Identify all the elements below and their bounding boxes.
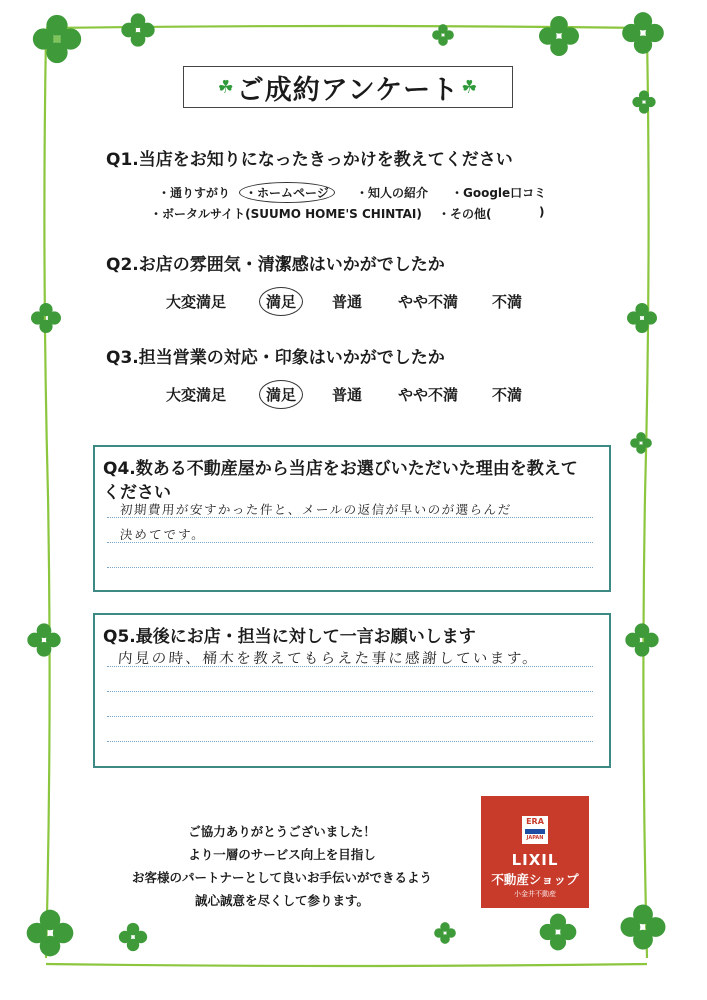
clover-icon	[616, 900, 670, 954]
q1-option[interactable]: ・通りすがり	[158, 186, 231, 200]
answer-line	[107, 567, 593, 568]
q1-option[interactable]: ・知人の紹介	[356, 186, 429, 200]
q1-options-row2	[0, 205, 707, 221]
era-text: ERA	[526, 817, 544, 826]
clover-icon	[118, 10, 158, 50]
thanks-line: 誠心誠意を尽くして参ります。	[194, 893, 369, 908]
q4-question-line1: Q4.数ある不動産屋から当店をお選びいただいた理由を教えて	[103, 459, 578, 479]
answer-line	[107, 691, 593, 692]
q3-choices	[0, 384, 707, 404]
clover-icon	[536, 910, 580, 954]
page-title-text: ご成約アンケート	[236, 74, 460, 106]
thanks-message	[112, 820, 452, 912]
q2-choice[interactable]: やや不満	[398, 293, 459, 311]
clover-icon	[630, 88, 658, 116]
q4-answer-line1[interactable]: 初期費用が安すかった件と、メールの返信が早いのが選らんだ	[119, 502, 513, 517]
clover-icon	[628, 430, 654, 456]
clover-icon	[116, 920, 150, 954]
q2-choice-selected[interactable]: 満足	[259, 287, 303, 316]
q1-option[interactable]: ・ボータルサイト(SUUMO HOME'S CHINTAI)	[150, 207, 422, 221]
q4-answer-line2[interactable]: 決めてです。	[119, 527, 207, 542]
q1-option-close: )	[539, 205, 545, 219]
q3-choice[interactable]: 大変満足	[166, 386, 227, 404]
q1-option[interactable]: ・Google口コミ	[451, 186, 547, 200]
logo-branch: 小金井不動産	[514, 890, 556, 898]
q3-question: Q3.担当営業の対応・印象はいかがでしたか	[106, 348, 445, 368]
q1-option-selected[interactable]: ・ホームページ	[239, 182, 335, 203]
thanks-line: より一層のサービス向上を目指し	[188, 847, 376, 862]
answer-line	[107, 741, 593, 742]
q4-question-line2: ください	[103, 483, 171, 503]
era-logo-icon	[522, 816, 548, 844]
q1-option[interactable]: ・その他(	[438, 207, 492, 221]
q5-answer-line1[interactable]: 内見の時、桶木を教えてもらえた事に感謝しています。	[117, 651, 540, 667]
clover-icon	[22, 905, 78, 961]
clover-icon	[622, 620, 662, 660]
logo-shop: 不動産ショップ	[491, 872, 579, 887]
company-logo	[481, 796, 589, 908]
clover-icon	[618, 8, 668, 58]
answer-line	[107, 716, 593, 717]
clover-icon	[432, 920, 458, 946]
clover-icon	[24, 620, 64, 660]
q2-choices	[0, 291, 707, 311]
clover-icon	[535, 12, 583, 60]
shamrock-icon: ☘	[461, 76, 479, 98]
q5-question: Q5.最後にお店・担当に対して一言お願いします	[103, 627, 476, 647]
logo-brand: LIXIL	[511, 851, 559, 869]
q1-options-row1	[0, 184, 707, 200]
q2-choice[interactable]: 大変満足	[166, 293, 227, 311]
q3-choice-selected[interactable]: 満足	[259, 380, 303, 409]
thanks-line: お客様のパートナーとして良いお手伝いができるよう	[131, 870, 432, 885]
q1-question: Q1.当店をお知りになったきっかけを教えてください	[106, 150, 513, 170]
q3-choice[interactable]: 不満	[492, 386, 523, 404]
q2-choice[interactable]: 不満	[492, 293, 523, 311]
shamrock-icon: ☘	[217, 76, 235, 98]
page-title	[183, 66, 513, 108]
q2-question: Q2.お店の雰囲気・清潔感はいかがでしたか	[106, 255, 445, 275]
era-sub: JAPAN	[526, 835, 544, 841]
q3-choice[interactable]: 普通	[332, 386, 363, 404]
thanks-line: ご協力ありがとうございました！	[188, 824, 376, 839]
clover-icon	[28, 10, 86, 68]
q3-choice[interactable]: やや不満	[398, 386, 459, 404]
clover-icon	[430, 22, 456, 48]
q2-choice[interactable]: 普通	[332, 293, 363, 311]
